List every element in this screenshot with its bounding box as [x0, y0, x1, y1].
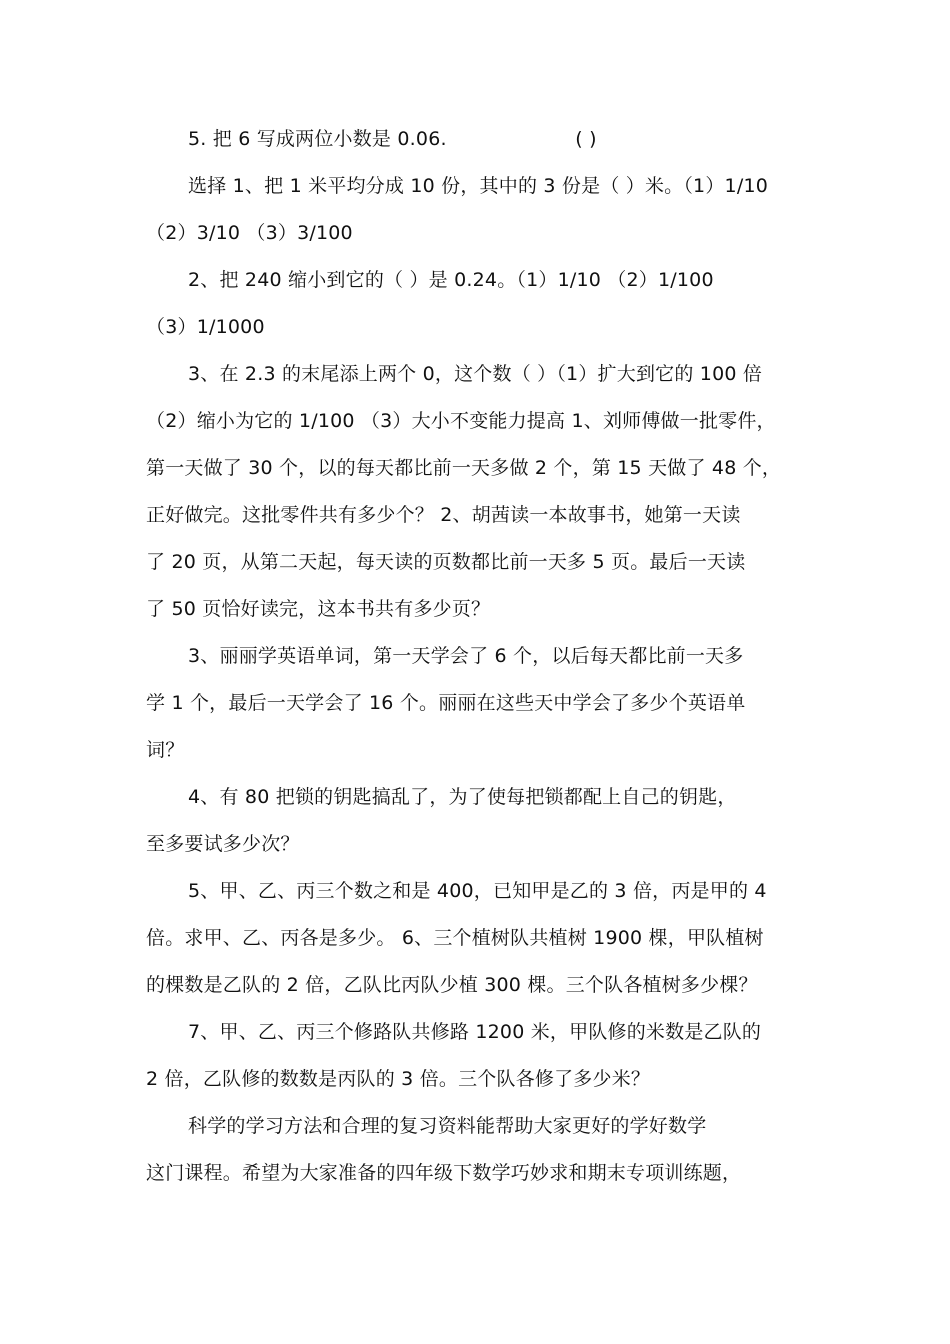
text-line: 2 倍，乙队修的数数是丙队的 3 倍。三个队各修了多少米？: [146, 1068, 651, 1090]
choice-question-3-and-word-problems: [146, 351, 822, 633]
text-line: 4、有 80 把锁的钥匙搞乱了，为了使每把锁都配上自己的钥匙，: [188, 786, 737, 808]
text-line: 科学的学习方法和合理的复习资料能帮助大家更好的学好数学: [188, 1115, 707, 1137]
document-page: [146, 116, 822, 1197]
text-line: 正好做完。这批零件共有多少个？ 2、胡茜读一本故事书，她第一天读: [146, 504, 741, 526]
text-line: （3）1/1000: [146, 316, 265, 338]
text-line: 这门课程。希望为大家准备的四年级下数学巧妙求和期末专项训练题，: [146, 1162, 742, 1184]
statement-text: 5. 把 6 写成两位小数是 0.06.: [188, 128, 447, 150]
closing-paragraph: [146, 1103, 822, 1197]
text-line: 3、丽丽学英语单词，第一天学会了 6 个，以后每天都比前一天多: [188, 645, 744, 667]
text-line: 的棵数是乙队的 2 倍，乙队比丙队少植 300 棵。三个队各植树多少棵？: [146, 974, 758, 996]
text-line: （2）缩小为它的 1/100 （3）大小不变能力提高 1、刘师傅做一批零件，: [146, 410, 776, 432]
word-problem-4: [146, 774, 822, 868]
text-line: 了 50 页恰好读完，这本书共有多少页？: [146, 598, 491, 620]
text-line: 学 1 个，最后一天学会了 16 个。丽丽在这些天中学会了多少个英语单: [146, 692, 746, 714]
text-line: 3、在 2.3 的末尾添上两个 0，这个数（ ）（1）扩大到它的 100 倍: [188, 363, 763, 385]
choice-question-1: [146, 163, 822, 257]
text-line: 5、甲、乙、丙三个数之和是 400，已知甲是乙的 3 倍，丙是甲的 4: [188, 880, 767, 902]
text-line: （2）3/10 （3）3/100: [146, 222, 353, 244]
word-problem-7: [146, 1009, 822, 1103]
true-false-item-5: [146, 116, 822, 163]
text-line: 选择 1、把 1 米平均分成 10 份，其中的 3 份是（ ）米。（1）1/10: [188, 175, 769, 197]
text-line: 7、甲、乙、丙三个修路队共修路 1200 米，甲队修的米数是乙队的: [188, 1021, 762, 1043]
text-line: 了 20 页，从第二天起，每天读的页数都比前一天多 5 页。最后一天读: [146, 551, 746, 573]
text-line: 第一天做了 30 个，以的每天都比前一天多做 2 个，第 15 天做了 48 个，: [146, 457, 782, 479]
text-line: 至多要试多少次？: [146, 833, 300, 855]
text-line: 词？: [146, 739, 185, 761]
text-line: 倍。求甲、乙、丙各是多少。 6、三个植树队共植树 1900 棵，甲队植树: [146, 927, 764, 949]
text-line: 2、把 240 缩小到它的（ ）是 0.24。（1）1/10 （2）1/100: [188, 269, 714, 291]
word-problem-5-6: [146, 868, 822, 1009]
answer-blank: ( ): [575, 128, 597, 150]
word-problem-3: [146, 633, 822, 774]
choice-question-2: [146, 257, 822, 351]
